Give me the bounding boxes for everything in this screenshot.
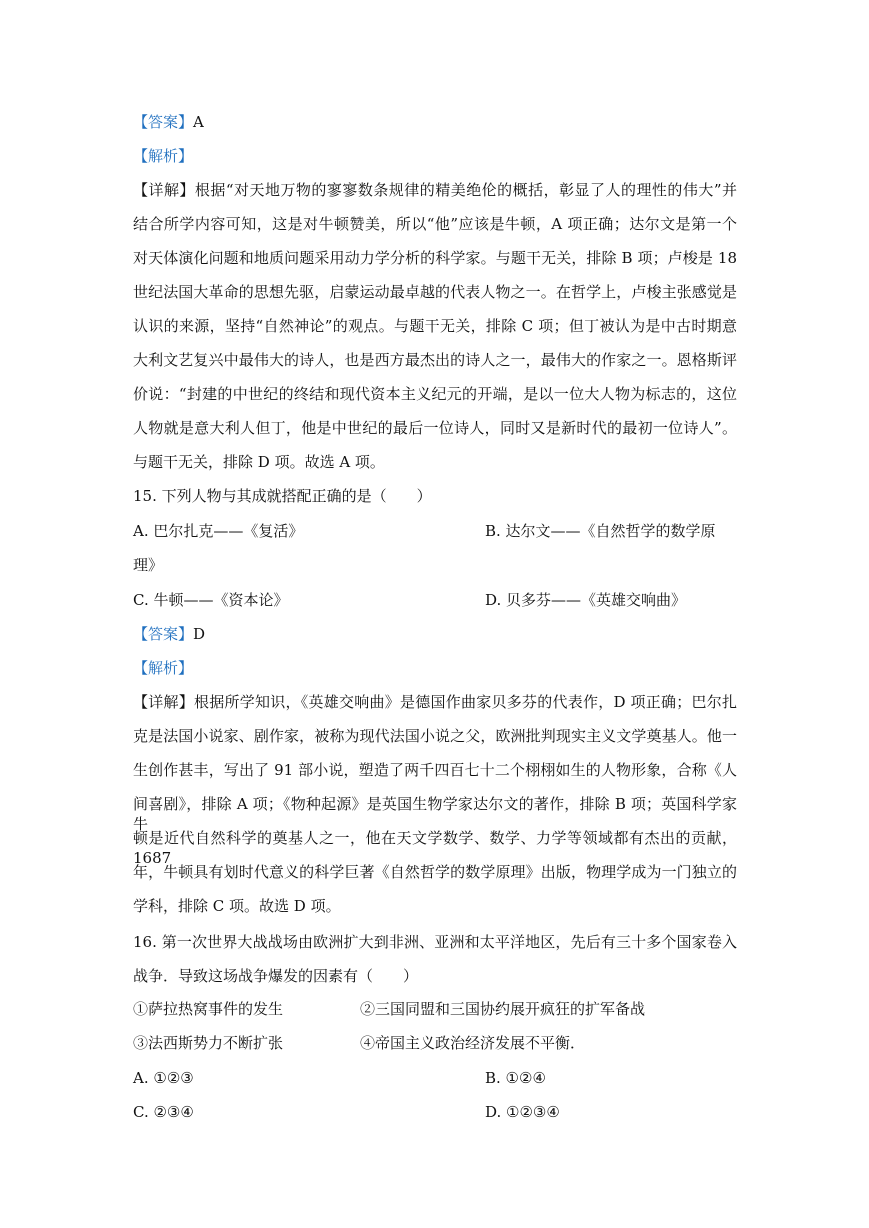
answer-tag: 【答案】 xyxy=(133,113,194,131)
detail-tag: 【详解】 xyxy=(133,693,194,711)
q15-detail-line-0 xyxy=(133,692,737,712)
q15-option-b: B. 达尔文——《自然哲学的数学原 xyxy=(485,522,716,540)
q15-detail-line-5: 年，牛顿具有划时代意义的科学巨著《自然哲学的数学原理》出版，物理学成为一门独立的 xyxy=(133,863,737,881)
answer-value: A xyxy=(193,113,204,131)
q16-stem-line-2: 战争．导致这场战争爆发的因素有（ ） xyxy=(133,967,419,985)
analysis-tag: 【解析】 xyxy=(133,147,194,165)
answer-value: D xyxy=(193,625,206,643)
q16-option-c: C. ②③④ xyxy=(133,1103,194,1121)
q15-detail-line-6: 学科，排除 C 项。故选 D 项。 xyxy=(133,897,341,915)
q15-detail-line-2: 生创作甚丰，写出了 91 部小说，塑造了两千四百七十二个栩栩如生的人物形象，合称《人 xyxy=(133,761,737,779)
q16-stem-line-1: 16. 第一次世界大战战场由欧洲扩大到非洲、亚洲和太平洋地区，先后有三十多个国家卷入 xyxy=(133,933,737,951)
q14-detail-line-6: 价说：“封建的中世纪的终结和现代资本主义纪元的开端，是以一位大人物为标志的，这位 xyxy=(133,385,737,403)
q14-detail-line-8: 与题干无关，排除 D 项。故选 A 项。 xyxy=(133,453,385,471)
q16-option-b: B. ①②④ xyxy=(485,1069,546,1087)
q16-item-2: ②三国同盟和三国协约展开疯狂的扩军备战 xyxy=(360,1000,646,1018)
q15-detail-line-3: 间喜剧》，排除 A 项；《物种起源》是英国生物学家达尔文的著作，排除 B 项；英国科学家牛 xyxy=(133,795,737,833)
q15-detail-line-4: 顿是近代自然科学的奠基人之一，他在天文学数学、数学、力学等领域都有杰出的贡献，1687 xyxy=(133,829,737,867)
q15-stem: 15. 下列人物与其成就搭配正确的是（ ） xyxy=(133,487,432,505)
q15-option-b-cont: 理》 xyxy=(133,556,164,574)
q14-detail-line-0 xyxy=(133,180,737,200)
q15-option-d: D. 贝多芬——《英雄交响曲》 xyxy=(485,591,687,609)
analysis-tag: 【解析】 xyxy=(133,659,194,677)
q14-detail-line-5: 大利文艺复兴中最伟大的诗人，也是西方最杰出的诗人之一，最伟大的作家之一。恩格斯评 xyxy=(133,351,737,369)
q14-detail-line-7: 人物就是意大利人但丁，他是中世纪的最后一位诗人，同时又是新时代的最初一位诗人”。 xyxy=(133,419,737,437)
q14-detail-line-3: 世纪法国大革命的思想先驱，启蒙运动最卓越的代表人物之一。在哲学上，卢梭主张感觉是 xyxy=(133,283,737,301)
answer-tag: 【答案】 xyxy=(133,625,194,643)
detail-text: 根据所学知识，《英雄交响曲》是德国作曲家贝多芬的代表作，D 项正确；巴尔扎 xyxy=(194,693,737,711)
q14-detail-line-2: 对天体演化问题和地质问题采用动力学分析的科学家。与题干无关，排除 B 项；卢梭是 18 xyxy=(133,249,737,267)
detail-text: 根据“对天地万物的寥寥数条规律的精美绝伦的概括，彰显了人的理性的伟大”并 xyxy=(194,181,737,199)
q15-answer-line xyxy=(133,624,205,644)
q16-item-4: ④帝国主义政治经济发展不平衡． xyxy=(360,1034,586,1052)
q14-answer-line xyxy=(133,112,204,132)
detail-tag: 【详解】 xyxy=(133,181,195,199)
q14-detail-line-4: 认识的来源，坚持“自然神论”的观点。与题干无关，排除 C 项；但丁被认为是中古时期意 xyxy=(133,317,737,335)
q14-analysis-line xyxy=(133,146,193,166)
q15-option-a: A. 巴尔扎克——《复活》 xyxy=(133,522,304,540)
q16-item-3: ③法西斯势力不断扩张 xyxy=(133,1034,284,1052)
q14-detail-line-1: 结合所学内容可知，这是对牛顿赞美，所以“他”应该是牛顿，A 项正确；达尔文是第一个 xyxy=(133,215,737,233)
q16-item-1: ①萨拉热窝事件的发生 xyxy=(133,1000,284,1018)
q15-option-c: C. 牛顿——《资本论》 xyxy=(133,591,289,609)
q16-option-a: A. ①②③ xyxy=(133,1069,194,1087)
q15-detail-line-1: 克是法国小说家、剧作家，被称为现代法国小说之父，欧洲批判现实主义文学奠基人。他一 xyxy=(133,727,737,745)
q16-option-d: D. ①②③④ xyxy=(485,1103,560,1121)
q15-analysis-line xyxy=(133,658,193,678)
